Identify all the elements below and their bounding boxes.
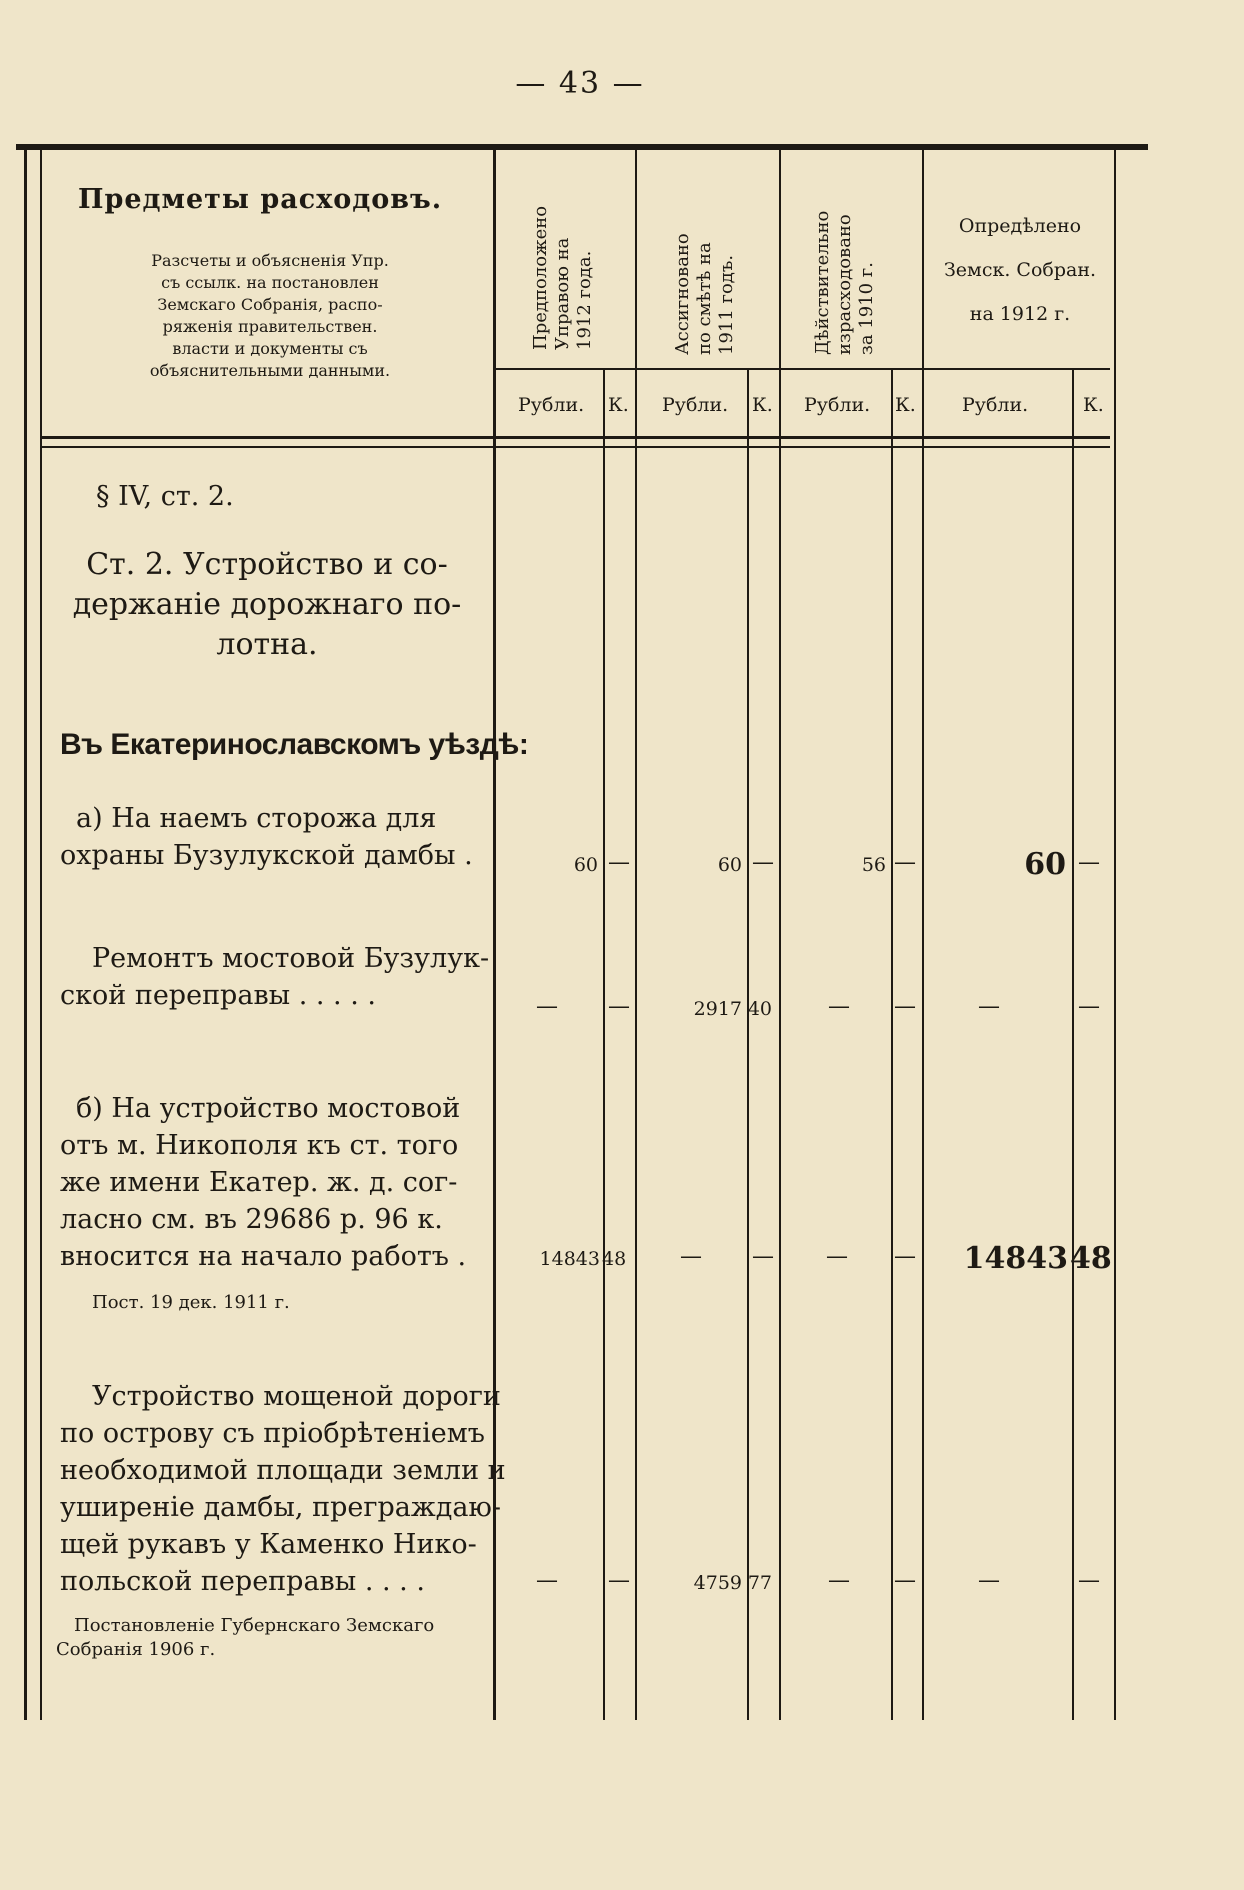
unit-rub-1: Рубли. <box>518 394 585 416</box>
header-bottom-rule-2 <box>40 446 1110 448</box>
row-b-assigned-rub: — <box>680 1244 702 1269</box>
row-a-assigned-rub-value: 60 <box>717 854 742 876</box>
unit-kop-3: К. <box>895 394 916 416</box>
unit-rub-3: Рубли. <box>804 394 871 416</box>
row-a-text: а) На наемъ сторожа для охраны Бузулукской дамбы . <box>60 803 473 871</box>
row-remont-determined-kop: — <box>1078 994 1100 1019</box>
col-divider-1 <box>635 150 637 1720</box>
section-heading: § IV, ст. 2. <box>96 481 234 512</box>
left-border-inner <box>40 150 42 1720</box>
row-b-spent-rub: — <box>826 1244 848 1269</box>
kop-divider-2 <box>747 370 749 1720</box>
unit-kop-1: К. <box>608 394 629 416</box>
article-title: Ст. 2. Устройство и со- держаніе дорожнаго по- лотна. <box>72 547 462 662</box>
header-bottom-rule <box>40 436 1110 439</box>
row-road-assigned-kop: 77 <box>747 1572 772 1594</box>
unit-rub-2: Рубли. <box>662 394 729 416</box>
kop-divider-1 <box>603 370 605 1720</box>
row-a-assigned-kop: — <box>752 850 774 875</box>
row-a-determined-rub: 60 <box>1024 847 1066 882</box>
header-title: Предметы расходовъ. <box>78 184 443 215</box>
kop-divider-4 <box>1072 370 1074 1720</box>
row-b-proposed-rub: 14843 <box>539 1248 600 1270</box>
row-b-note: Пост. 19 дек. 1911 г. <box>92 1292 290 1313</box>
row-a-proposed-rub: 60 <box>573 854 598 876</box>
unit-kop-4: К. <box>1083 394 1104 416</box>
row-b-text: б) На устройство мостовой отъ м. Никополя къ ст. того же имени Екатер. ж. д. сог- ласно см. въ 29686 р. 96 к. вносится на начало работъ . <box>60 1093 467 1272</box>
col-divider-3 <box>922 150 924 1720</box>
row-a-proposed-kop: — <box>608 850 630 875</box>
row-remont-spent-kop: — <box>894 994 916 1019</box>
kop-divider-3 <box>891 370 893 1720</box>
row-road-determined-kop: — <box>1078 1568 1100 1593</box>
row-road-proposed-kop: — <box>608 1568 630 1593</box>
row-b-proposed-kop: 48 <box>602 1248 627 1270</box>
row-b-assigned-kop: — <box>752 1244 774 1269</box>
row-remont-proposed-rub: — <box>536 994 558 1019</box>
row-road-note: Постановленіе Губернскаго Земскаго Собранія 1906 г. <box>56 1615 435 1660</box>
row-remont-assigned-kop: 40 <box>747 998 772 1020</box>
row-road-assigned-rub: 4759 <box>693 1572 742 1594</box>
row-b-spent-kop: — <box>894 1244 916 1269</box>
row-remont-proposed-kop: — <box>608 994 630 1019</box>
row-b-determined-rub: 14843 <box>963 1241 1068 1276</box>
col-divider-2 <box>779 150 781 1720</box>
row-road-spent-rub: — <box>828 1568 850 1593</box>
unit-rub-4: Рубли. <box>962 394 1029 416</box>
header-subtitle: Разсчеты и объясненія Упр. съ ссылк. на постановлен Земскаго Собранія, распо- ряженія правительствен. власти и документы съ объяснительными данными. <box>149 251 391 380</box>
row-a-determined-kop: — <box>1078 850 1100 875</box>
row-road-proposed-rub: — <box>536 1568 558 1593</box>
col-header-proposed: Предположено Управою на 1912 года. <box>530 205 595 350</box>
left-border <box>24 150 27 1720</box>
row-remont-assigned-rub: 2917 <box>693 998 742 1020</box>
row-remont-determined-rub: — <box>978 994 1000 1019</box>
subheader-rule <box>496 368 1110 370</box>
right-border <box>1114 150 1116 1720</box>
row-road-spent-kop: — <box>894 1568 916 1593</box>
row-road-text: Устройство мощеной дороги по острову съ пріобрѣтеніемъ необходимой площади земли и уширеніе дамбы, преграждаю- щей рукавъ у Каменко Нико- польской переправы . . . . <box>60 1381 506 1597</box>
row-a-spent-kop: — <box>894 850 916 875</box>
unit-kop-2: К. <box>752 394 773 416</box>
col-header-assigned: Ассигновано по смѣтѣ на 1911 годъ. <box>672 233 737 355</box>
district-heading: Въ Екатеринославскомъ уѣздѣ: <box>60 728 529 761</box>
row-road-determined-rub: — <box>978 1568 1000 1593</box>
row-remont-spent-rub: — <box>828 994 850 1019</box>
top-rule <box>16 144 1148 150</box>
row-b-determined-kop: 48 <box>1070 1241 1112 1276</box>
col-header-determined: Опредѣлено Земск. Собран. на 1912 г. <box>943 215 1097 325</box>
page-number: — 43 — <box>515 66 645 101</box>
col-header-spent: Дѣйствительно израсходовано за 1910 г. <box>812 210 877 355</box>
row-a-spent-rub: 56 <box>861 854 886 876</box>
row-remont-text: Ремонтъ мостовой Бузулук- ской переправы . . . . . <box>60 943 490 1011</box>
